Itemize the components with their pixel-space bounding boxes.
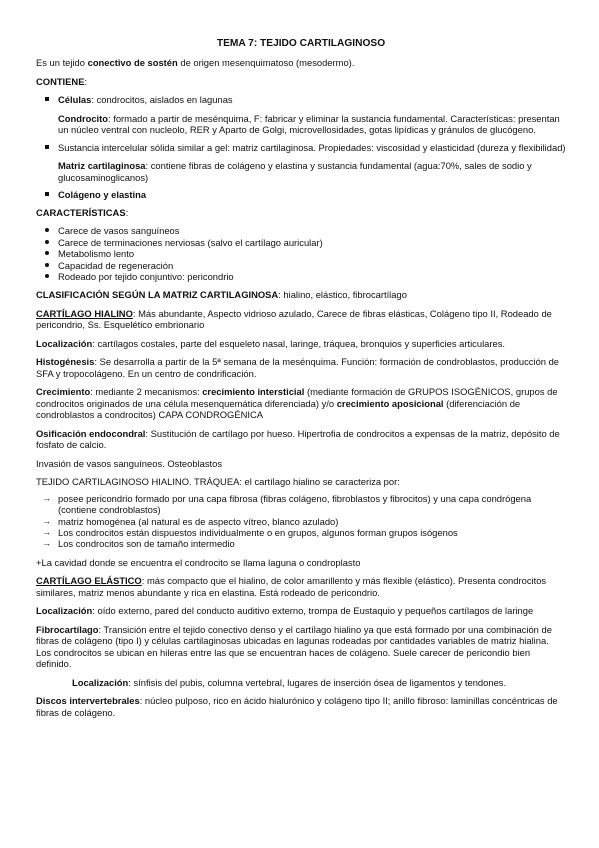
localizacion-bold: Localización [36, 605, 93, 617]
localizacion-text: : oído externo, pared del conducto auditivo externo, trompa de Eustaquio y pequeños cartílagos de laringe [92, 605, 534, 617]
localizacion-bold: Localización [36, 337, 93, 349]
list-item: → matriz homogénea (al natural es de aspecto vítreo, blanco azulado) [58, 516, 566, 527]
invasion-paragraph: Invasión de vasos sanguíneos. Osteoblastos [36, 457, 223, 469]
list-item: Carece de vasos sanguíneos [58, 225, 566, 236]
fibro-text: : Transición entre el tejido conectivo denso y el cartílago hialino ya que está formado por una combinación de fibras de colágeno (tipo I) y células cartilaginosas ubicadas en lagunas rodeadas por cantidades variables de matriz hialina. Los condrocitos se ubican en hileras entre las que se encuentran haces de colágeno. Suele carecer de pericondio bien definido. [36, 623, 552, 670]
hialino-paragraph [36, 308, 566, 331]
cavidad-paragraph: +La cavidad donde se encuentra el condrocito se llama laguna o condroplasto [36, 556, 361, 568]
localizacion-bold: Localización [72, 676, 129, 688]
localizacion-text: : cartílagos costales, parte del esqueleto nasal, laringe, tráquea, bronquios y superficies articulares. [92, 337, 505, 349]
sustancia-text: Sustancia intercelular sólida similar a gel: matriz cartilaginosa. Propiedades: viscosidad y elasticidad (dureza y flexibilidad) [58, 141, 566, 153]
osificacion-paragraph [36, 428, 566, 451]
contiene-colon: : [84, 75, 88, 87]
page-title: TEMA 7: TEJIDO CARTILAGINOSO [216, 38, 386, 49]
condrocito-bold: Condrocito [58, 112, 108, 124]
elastico-heading: CARTÍLAGO ELÁSTICO [36, 575, 142, 587]
histogenesis-bold: Histogénesis [36, 356, 95, 368]
list-item: Capacidad de regeneración [58, 260, 566, 271]
discos-bold: Discos intervertebrales [36, 695, 140, 707]
intro-post: de origen mesenquimatoso (mesodermo). [177, 57, 355, 69]
caracteristicas-colon: : [125, 206, 129, 218]
crecimiento-bold: Crecimiento [36, 386, 91, 398]
crecimiento-text-3: (diferenciación de condroblastos a condrocitos) CAPA CONDROGÉNICA [36, 397, 521, 421]
crecimiento-text-2: (mediante formación de GRUPOS ISOGÉNICOS, grupos de condrocitos originados de una célula mesenquemática diferenciada) y/o [36, 386, 558, 409]
intro-bold: conectivo de sostén [87, 57, 178, 69]
matriz-text: : contiene fibras de colágeno y elastina y sustancia fundamental (agua:70%, sales de sodio y glucosaminoglicanos) [58, 160, 532, 183]
histogenesis-paragraph [36, 356, 566, 379]
crecimiento-paragraph [36, 386, 566, 420]
elastico-text: : más compacto que el hialino, de color amarillento y más flexible (elástico). Presenta condrocitos similares, matriz menos abundante y rica en elastina. Está rodeado de pericondrio. [36, 575, 547, 598]
contiene-heading-text: CONTIENE [36, 75, 85, 87]
matriz-paragraph [58, 160, 566, 183]
contiene-list [36, 94, 566, 200]
elastico-paragraph [36, 575, 566, 598]
hialino-heading: CARTÍLAGO HIALINO [36, 307, 133, 319]
osificacion-text: : Sustitución de cartílago por hueso. Hipertrofia de condrocitos a expensas de la matriz, depósito de fosfato de calcio. [36, 427, 560, 451]
fibro-bold: Fibrocartílago [36, 623, 99, 635]
aposicional-bold: crecimiento aposicional [336, 397, 444, 409]
list-item: → posee pericondrio formado por una capa fibrosa (fibras colágeno, fibroblastos y fibrocitos) y una capa condrógena (contiene condroblastos) [58, 493, 566, 516]
traquea-paragraph: TEJIDO CARTILAGINOSO HIALINO. TRÁQUEA: el cartílago hialino se caracteriza por: [36, 476, 400, 488]
intro-paragraph [36, 57, 566, 68]
caracteristicas-list [36, 225, 566, 282]
contiene-heading [36, 76, 566, 87]
clasificacion-bold: CLASIFICACIÓN SEGÚN LA MATRIZ CARTILAGINOSA [36, 289, 279, 301]
clasificacion-text: : hialino, elástico, fibrocartílago [278, 289, 407, 301]
list-item: → Los condrocitos son de tamaño intermedio [58, 538, 566, 549]
list-item [58, 189, 566, 200]
clasificacion-paragraph [36, 289, 566, 300]
hialino-text: : Más abundante, Aspecto vidrioso azulado, Carece de fibras elásticas, Colágeno tipo II, Rodeado de pericondrio, Ss. Esquelético embrionario [36, 307, 552, 331]
elastico-localizacion [36, 605, 566, 616]
histogenesis-text: : Se desarrolla a partir de la 5ª semana de la mesénquima. Función: formación de condroblastos, producción de SFA y tropocolágeno. En un centro de condrificación. [36, 356, 560, 379]
list-item: → Los condrocitos están dispuestos individualmente o en grupos, algunos forman grupos isógenos [58, 527, 566, 538]
caracteristicas-heading-text: CARACTERÍSTICAS [36, 206, 126, 218]
condrocito-text: : formado a partir de mesénquima, F: fabricar y eliminar la sustancia fundamental. Características: presentan un núcleo ventral con nucleolo, RER y Aparto de Golgi, microvellosidades, gotas lipídicas y gránulos de glucógeno. [58, 112, 560, 136]
document-page [36, 38, 566, 725]
localizacion-text: : sínfisis del pubis, columna vertebral, lugares de inserción ósea de ligamentos y tendones. [128, 676, 507, 688]
intro-pre: Es un tejido [36, 57, 88, 69]
list-item [58, 94, 566, 135]
condrocito-paragraph [58, 113, 566, 136]
discos-text: : núcleo pulposo, rico en ácido hialurónico y colágeno tipo II; anillo fibroso: laminillas concéntricas de fibras de colágeno. [36, 695, 558, 718]
hialino-localizacion [36, 338, 566, 349]
list-item [58, 142, 566, 183]
osificacion-bold: Osificación endocondral [36, 427, 146, 439]
celulas-bold: Células [58, 94, 92, 106]
celulas-text: : condrocitos, aislados en lagunas [91, 94, 233, 106]
intersticial-bold: crecimiento intersticial [202, 386, 305, 398]
list-item: Metabolismo lento [58, 248, 566, 259]
traquea-list [36, 493, 566, 550]
discos-paragraph [36, 695, 566, 718]
matriz-bold: Matriz cartilaginosa [58, 160, 146, 172]
fibro-paragraph [36, 624, 566, 670]
caracteristicas-heading [36, 207, 566, 218]
colageno-bold: Colágeno y elastina [58, 189, 147, 201]
crecimiento-text-1: : mediante 2 mecanismos: [90, 386, 203, 398]
fibro-localizacion [36, 677, 566, 688]
list-item: Rodeado por tejido conjuntivo: pericondrio [58, 271, 566, 282]
list-item: Carece de terminaciones nerviosas (salvo el cartílago auricular) [58, 237, 566, 248]
